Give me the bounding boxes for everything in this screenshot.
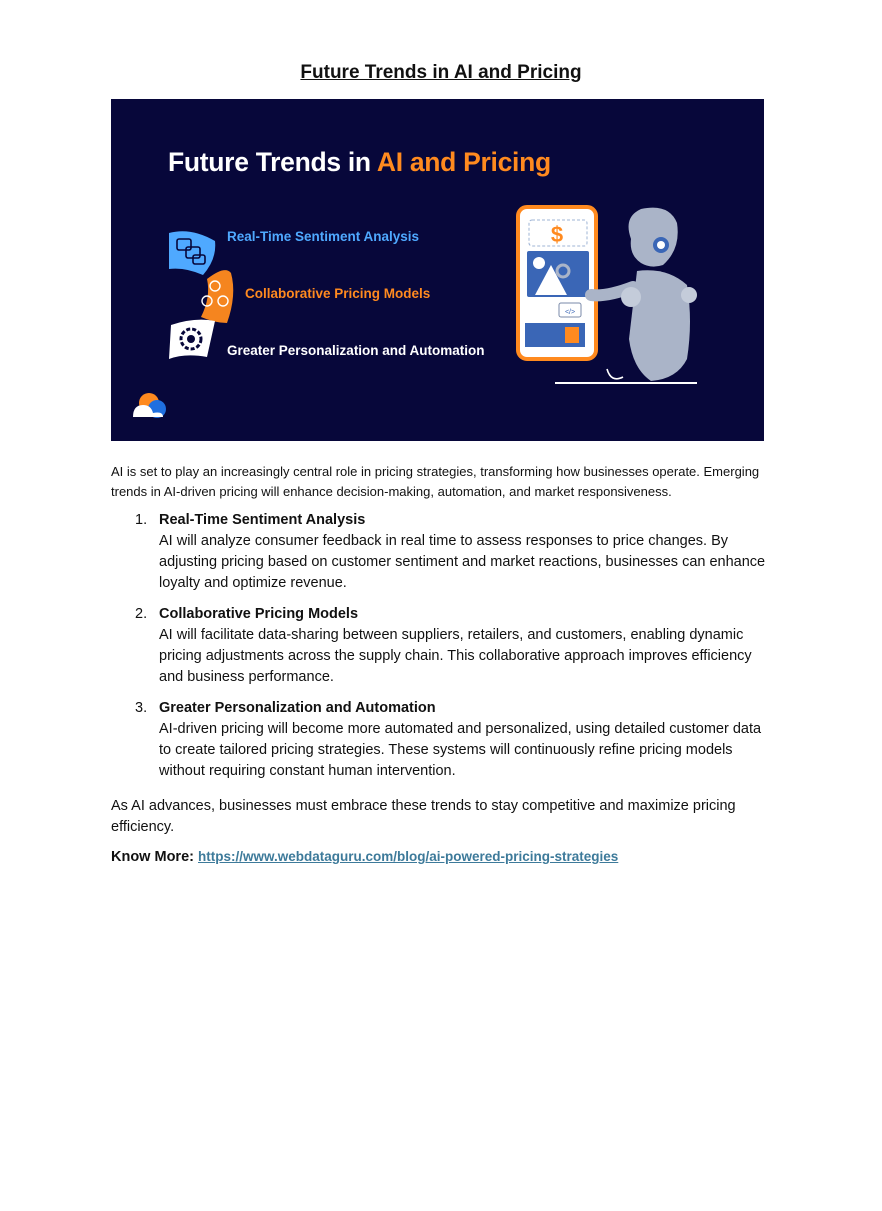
people-network-icon xyxy=(201,270,233,323)
list-item-text: AI will facilitate data-sharing between suppliers, retailers, and customers, enabling dynamic pricing adjustments across the supply chain. This collaborative approach improves efficiency and business performance. xyxy=(159,627,752,685)
phone-code-symbol: </> xyxy=(564,309,576,316)
list-item-number: 2. xyxy=(135,606,148,622)
banner-title-prefix: Future Trends in xyxy=(168,147,377,177)
banner-trend-1: Real-Time Sentiment Analysis xyxy=(227,229,420,244)
know-more-link[interactable]: https://www.webdataguru.com/blog/ai-powered-pricing-strategies xyxy=(198,849,619,864)
banner-title-accent: AI and Pricing xyxy=(376,147,551,177)
know-more-label: Know More: xyxy=(111,849,194,865)
list-item-heading: Collaborative Pricing Models xyxy=(159,606,359,622)
list-item-number: 1. xyxy=(135,512,148,528)
list-item xyxy=(111,698,771,782)
trend-icons xyxy=(111,99,764,441)
list-item xyxy=(111,510,771,594)
list-item-text: AI-driven pricing will become more automated and personalized, using detailed customer data to create tailored pricing strategies. These systems will continuously refine pricing models without requiring constant human intervention. xyxy=(159,721,762,779)
page-title: Future Trends in AI and Pricing xyxy=(300,62,582,83)
banner-trend-3: Greater Personalization and Automation xyxy=(227,343,485,358)
banner-image xyxy=(111,99,764,441)
intro-paragraph: AI is set to play an increasingly central role in pricing strategies, transforming how businesses operate. Emerging trends in AI-driven pricing will enhance decision-making, automation, and market responsiveness. xyxy=(111,464,760,499)
know-more xyxy=(111,849,618,865)
banner-trend-2: Collaborative Pricing Models xyxy=(245,286,431,301)
smartphone-icon xyxy=(518,207,596,359)
phone-dollar-sign: $ xyxy=(550,222,564,247)
trend-list xyxy=(111,510,771,792)
closing-paragraph: As AI advances, businesses must embrace these trends to stay competitive and maximize pricing efficiency. xyxy=(111,798,736,835)
gear-icon xyxy=(169,320,215,359)
list-item-number: 3. xyxy=(135,700,148,716)
chat-bubbles-icon xyxy=(169,231,215,275)
list-item-text: AI will analyze consumer feedback in real time to assess responses to price changes. By adjusting pricing based on customer sentiment and market reactions, businesses can enhance loyalty and optimize revenue. xyxy=(159,533,766,591)
company-logo xyxy=(133,393,166,418)
list-item-heading: Real-Time Sentiment Analysis xyxy=(159,512,366,528)
list-item xyxy=(111,604,771,688)
list-item-heading: Greater Personalization and Automation xyxy=(159,700,436,716)
